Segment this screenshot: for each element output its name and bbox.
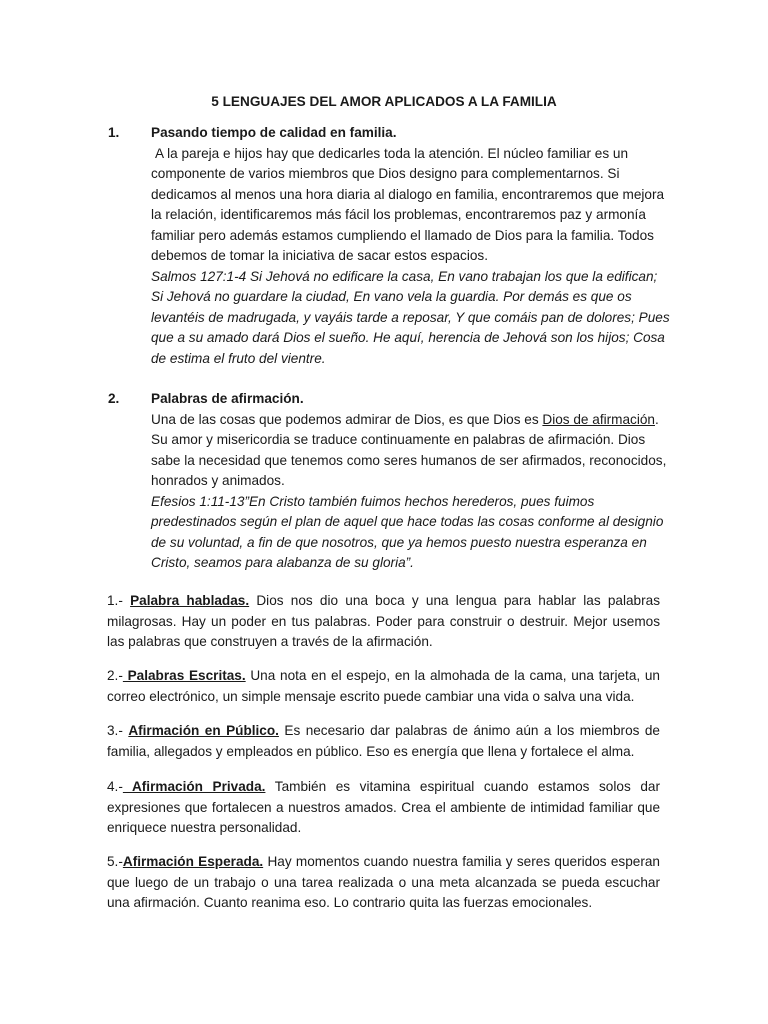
- paragraph-5-prefix: 5.-: [107, 854, 123, 869]
- section-1-quote: Salmos 127:1-4 Si Jehová no edificare la casa, En vano trabajan los que la edifican; Si Jehová no guardare la ciudad, En vano vela la guardia. Por demás es que os levantéis de madrugada, y vayáis tarde a reposar, Y que comáis pan de dolores; Pues que a su amado dará Dios el sueño. He aquí, herencia de Jehová son los hijos; Cosa de estima el fruto del vientre.: [151, 268, 670, 366]
- paragraph-5-label: Afirmación Esperada.: [122, 854, 264, 869]
- section-1-number: 1.: [108, 125, 120, 140]
- paragraph-3-prefix: 3.-: [107, 723, 129, 738]
- section-2-number: 2.: [108, 391, 120, 406]
- paragraph-4-text: También es vitamina espiritual cuando estamos solos dar expresiones que fortalecen a nuestros amados. Crea el ambiente de intimidad familiar que enriquece nuestra personalidad.: [107, 779, 660, 835]
- section-2-body-underlined: Dios de afirmación: [542, 411, 655, 427]
- page-title: 5 LENGUAJES DEL AMOR APLICADOS A LA FAMILIA: [211, 94, 557, 109]
- section-2-quote: Efesios 1:11-13”En Cristo también fuimos hechos herederos, pues fuimos predestinados según el plan de aquel que hace todas las cosas conforme al designio de su voluntad, a fin de que nosotros, que ya hemos puesto nuestra esperanza en Cristo, seamos para alabanza de su gloria”.: [151, 493, 664, 570]
- paragraph-5-text: Hay momentos cuando nuestra familia y seres queridos esperan que luego de un trabajo o una tarea realizada o una meta alcanzada se pueda escuchar una afirmación. Cuanto reanima eso. Lo contrario quita las fuerzas emocionales.: [107, 854, 660, 910]
- section-1-heading: Pasando tiempo de calidad en familia.: [151, 125, 397, 140]
- section-1-body-text: A la pareja e hijos hay que dedicarles toda la atención. El núcleo familiar es un componente de varios miembros que Dios designo para complementarnos. Si dedicamos al menos una hora diaria al dialogo en familia, encontraremos que mejora la relación, identificaremos más fácil los problemas, encontraremos paz y armonía familiar pero además estamos cumpliendo el llamado de Dios para la familia. Todos debemos de tomar la iniciativa de sacar estos espacios.: [151, 145, 665, 263]
- section-2: [108, 389, 670, 574]
- paragraph-2-prefix: 2.-: [107, 668, 123, 683]
- section-1-body: [130, 144, 670, 267]
- paragraph-3-label: Afirmación en Público.: [128, 723, 279, 738]
- paragraph-1-text: Dios nos dio una boca y una lengua para hablar las palabras milagrosas. Hay un poder en tus palabras. Poder para construir o destruir. Mejor usemos las palabras que construyen a través de la afirmación.: [107, 593, 661, 649]
- section-2-body-end: . Su amor y misericordia se traduce continuamente en palabras de afirmación. Dios sabe la necesidad que tenemos como seres humanos de ser afirmados, reconocidos, honrados y animados.: [151, 411, 667, 488]
- paragraph-1: [107, 591, 660, 653]
- section-1: [108, 123, 670, 369]
- paragraph-4: [107, 777, 660, 839]
- section-2-body-start: Una de las cosas que podemos admirar de Dios, es que Dios es: [151, 411, 543, 427]
- section-2-heading: Palabras de afirmación.: [151, 391, 304, 406]
- paragraph-1-prefix: 1.-: [107, 593, 131, 608]
- paragraph-3-text: Es necesario dar palabras de ánimo aún a los miembros de familia, allegados y empleados en público. Eso es energía que llena y fortalece el alma.: [107, 723, 660, 759]
- section-2-body: [130, 410, 670, 492]
- paragraph-2-label: Palabras Escritas.: [122, 668, 246, 683]
- paragraph-4-prefix: 4.-: [107, 779, 123, 794]
- paragraph-2-text: Una nota en el espejo, en la almohada de la cama, una tarjeta, un correo electrónico, un simple mensaje escrito puede cambiar una vida o salva una vida.: [107, 668, 660, 704]
- paragraph-2: [107, 666, 660, 707]
- paragraph-3: [107, 721, 660, 762]
- paragraph-4-label: Afirmación Privada.: [122, 779, 266, 794]
- paragraph-5: [107, 852, 660, 914]
- paragraph-1-label: Palabra habladas.: [130, 593, 250, 608]
